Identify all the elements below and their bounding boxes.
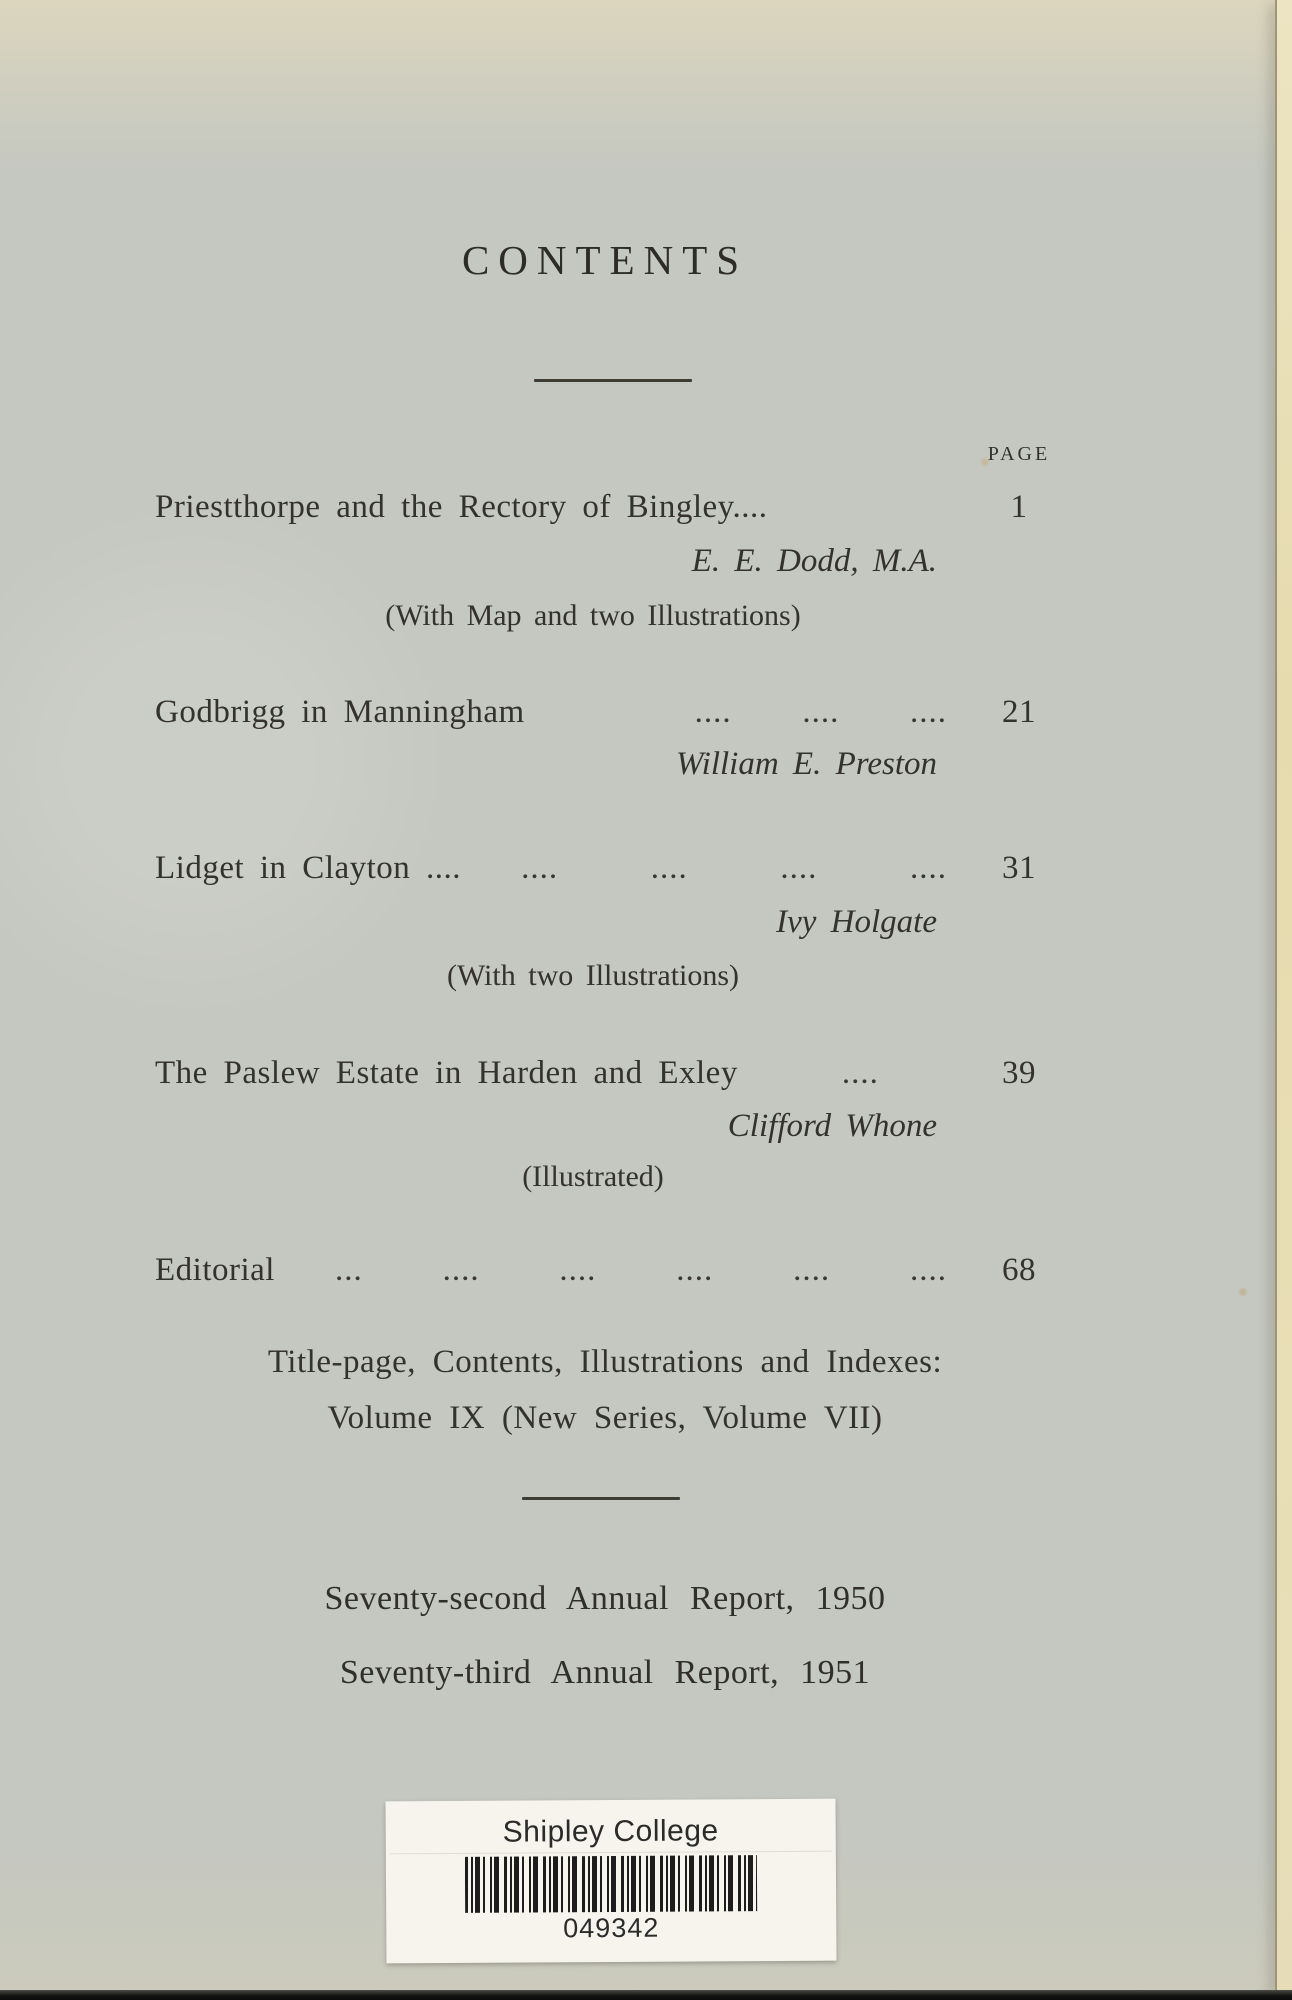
- entry-title: Godbrigg in Manningham: [155, 694, 525, 730]
- entry-author: Clifford Whone: [727, 1108, 937, 1144]
- toc-entry-priestthorpe: [155, 487, 1055, 527]
- toc-entry-paslew: [155, 1053, 1055, 1093]
- divider-bottom: [522, 1497, 680, 1500]
- entry-title: Priestthorpe and the Rectory of Bingley....: [155, 489, 768, 525]
- page-edge-strip: [1275, 0, 1292, 2000]
- entry-note: (With two Illustrations): [446, 959, 740, 992]
- page-content: [155, 0, 1055, 1694]
- dot-leaders: ....: [841, 1055, 879, 1091]
- dot-leaders: .... .... ....: [694, 694, 947, 730]
- entry-page-number: 1: [1010, 489, 1028, 525]
- scan-bottom-edge: [0, 1990, 1292, 2000]
- barcode-icon: [465, 1855, 757, 1913]
- entry-page-number: 21: [1002, 694, 1036, 730]
- entry-page-number: 68: [1002, 1252, 1036, 1288]
- page-column-label: PAGE: [987, 443, 1051, 465]
- entry-page-number: 39: [1002, 1055, 1036, 1091]
- page-column-header-row: [155, 442, 1055, 466]
- page-title: CONTENTS: [461, 237, 749, 283]
- entry-title: Editorial: [155, 1252, 275, 1288]
- toc-entry-lidget: [155, 848, 1055, 888]
- dot-leaders: ... .... .... .... .... ....: [334, 1252, 947, 1288]
- entry-title: The Paslew Estate in Harden and Exley: [155, 1055, 738, 1091]
- library-label: [386, 1799, 837, 1964]
- volume-note-line-2: Volume IX (New Series, Volume VII): [327, 1400, 883, 1436]
- annual-report-1951: Seventy-third Annual Report, 1951: [339, 1654, 871, 1691]
- entry-author: E. E. Dodd, M.A.: [691, 543, 937, 579]
- dot-leaders: .... .... .... ....: [521, 850, 947, 886]
- entry-title: Lidget in Clayton ....: [155, 850, 462, 886]
- entry-note: (Illustrated): [522, 1160, 664, 1193]
- entry-page-number: 31: [1002, 850, 1036, 886]
- entry-author: William E. Preston: [675, 746, 937, 782]
- annual-report-1950: Seventy-second Annual Report, 1950: [324, 1580, 886, 1617]
- volume-note-line-1: Title-page, Contents, Illustrations and Indexes:: [267, 1344, 943, 1380]
- library-name: Shipley College: [502, 1814, 719, 1849]
- entry-note: (With Map and two Illustrations): [385, 599, 801, 632]
- toc-entry-godbrigg: [155, 692, 1055, 732]
- barcode-number: 049342: [563, 1912, 660, 1944]
- entry-author: Ivy Holgate: [776, 904, 937, 940]
- divider-top: [534, 379, 692, 382]
- toc-entry-editorial: [155, 1250, 1055, 1290]
